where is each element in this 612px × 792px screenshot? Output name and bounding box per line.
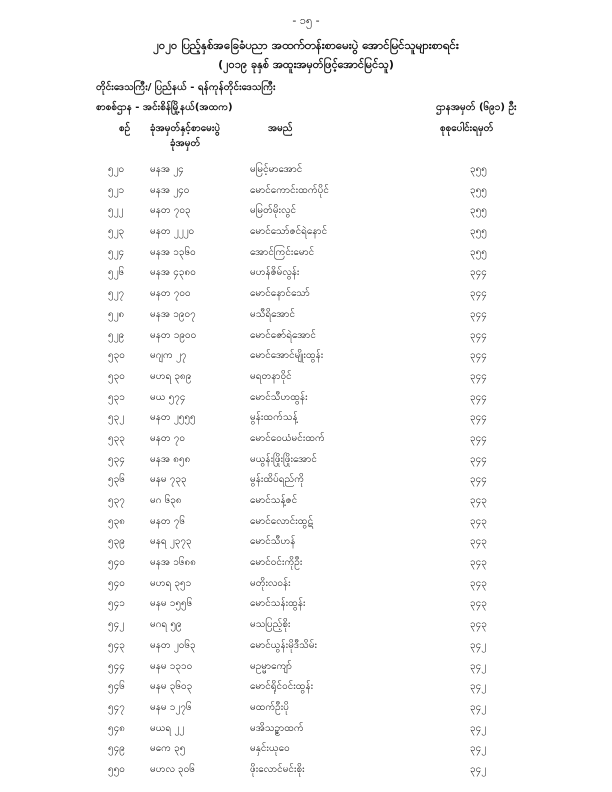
table-row bbox=[0, 284, 612, 305]
row-registration: မနတ ၇၀၃ bbox=[150, 205, 191, 217]
row-number: ၅၃၂ bbox=[108, 412, 125, 424]
row-number: ၅၃၆ bbox=[108, 474, 125, 486]
row-total: ၃၄၃ bbox=[470, 557, 487, 569]
row-name: မောင်သီဟန် bbox=[250, 536, 296, 548]
row-name: မောင်ကောင်းထက်ပိုင် bbox=[250, 184, 329, 196]
row-number: ၅၅၀ bbox=[108, 763, 125, 775]
row-number: ၅၃၄ bbox=[108, 453, 125, 465]
row-number: ၅၄၆ bbox=[108, 681, 125, 693]
row-name: မောင်ဇော်ရဲအောင် bbox=[250, 329, 316, 341]
table-row bbox=[0, 408, 612, 429]
row-total: ၃၄၄ bbox=[470, 432, 487, 444]
row-total: ၃၅၅ bbox=[470, 226, 487, 238]
table-row bbox=[0, 181, 612, 202]
row-total: ၃၄၄ bbox=[470, 412, 487, 424]
row-name: မောင်လောင်းထွဋ် bbox=[250, 515, 314, 527]
row-number: ၅၂၄ bbox=[108, 246, 125, 258]
row-number: ၅၃၁ bbox=[108, 391, 125, 403]
table-row bbox=[0, 760, 612, 781]
row-total: ၃၄၂ bbox=[470, 681, 487, 693]
table-row bbox=[0, 491, 612, 512]
row-total: ၃၄၄ bbox=[470, 308, 487, 320]
row-total: ၃၄၂ bbox=[470, 743, 487, 755]
row-total: ၃၄၄ bbox=[470, 329, 487, 341]
table-row bbox=[0, 160, 612, 181]
page-subtitle: (၂၀၁၉ ခုနှစ် အထူးအမှတ်ဖြင့်အောင်မြင်သူ) bbox=[218, 58, 394, 71]
row-name: မောင်သန့်ဇင် bbox=[250, 495, 298, 506]
table-row bbox=[0, 243, 612, 264]
table-row bbox=[0, 719, 612, 740]
results-table bbox=[0, 160, 612, 781]
table-row bbox=[0, 429, 612, 450]
row-number: ၅၂၆ bbox=[108, 267, 125, 279]
row-total: ၃၄၃ bbox=[470, 577, 487, 589]
row-total: ၃၄၂ bbox=[470, 660, 487, 672]
row-name: မဥမ္မာကျော် bbox=[250, 660, 292, 672]
row-registration: မနတ ၁၉၀၀ bbox=[150, 329, 197, 341]
row-total: ၃၄၃ bbox=[470, 515, 487, 527]
row-number: ၅၃၀ bbox=[108, 350, 125, 362]
row-number: ၅၂၃ bbox=[108, 226, 125, 238]
table-row bbox=[0, 615, 612, 636]
row-number: ၅၄၇ bbox=[108, 701, 125, 713]
row-name: မထက်ဦးပို bbox=[250, 701, 289, 713]
row-number: ၅၄၀ bbox=[108, 577, 125, 589]
page-title: ၂၀၂၀ ပြည့်နှစ်အခြေခံပညာ အထက်တန်းစာမေးပွဲ အောင်မြင်သူများစာရင်း bbox=[153, 38, 459, 52]
row-total: ၃၄၄ bbox=[470, 370, 487, 382]
row-registration: မနအ ၂၄၀ bbox=[150, 184, 190, 196]
row-total: ၃၄၃ bbox=[470, 598, 487, 610]
table-row bbox=[0, 553, 612, 574]
table-row bbox=[0, 470, 612, 491]
table-row bbox=[0, 450, 612, 471]
table-row bbox=[0, 657, 612, 678]
row-registration: မနတ ၇၀၀ bbox=[150, 288, 191, 300]
row-name: မောင်ယွန်းမိုဒီသိမ်း bbox=[250, 639, 318, 651]
row-total: ၃၅၅ bbox=[470, 164, 487, 175]
row-name: မောင်နောင်သော် bbox=[250, 288, 310, 300]
row-number: ၅၂၀ bbox=[108, 164, 125, 175]
row-total: ၃၄၄ bbox=[470, 453, 487, 465]
row-name: အောင်ကြင်းမောင် bbox=[250, 246, 315, 258]
row-total: ၃၄၃ bbox=[470, 495, 487, 506]
row-registration: မနအ ၈၅၈ bbox=[150, 453, 191, 465]
row-name: မရတနာဝိုင် bbox=[250, 370, 292, 382]
table-row bbox=[0, 636, 612, 657]
row-number: ၅၄၂ bbox=[108, 619, 125, 631]
row-name: မွန်းထက်သန့် bbox=[250, 412, 298, 424]
row-total: ၃၄၄ bbox=[470, 288, 487, 300]
row-registration: မနရ ၂၃၇၃ bbox=[150, 536, 192, 548]
row-registration: မနအ ၁၃၆၀ bbox=[150, 246, 196, 258]
table-row bbox=[0, 326, 612, 347]
row-number: ၅၄၁ bbox=[108, 598, 125, 610]
row-total: ၃၄၃ bbox=[470, 536, 487, 548]
table-row bbox=[0, 305, 612, 326]
row-number: ၅၂၉ bbox=[108, 329, 125, 341]
row-name: မောင်ဝင်းကိုဦး bbox=[250, 557, 303, 569]
header-reg-line2: ခုံအမှတ် bbox=[170, 138, 201, 149]
row-total: ၃၅၅ bbox=[470, 184, 487, 196]
header-count: စုစုပေါင်းရမှတ် bbox=[440, 123, 494, 134]
table-row bbox=[0, 388, 612, 409]
row-total: ၃၅၅ bbox=[470, 246, 487, 258]
row-name: မမြင့်မာအောင် bbox=[250, 164, 303, 175]
row-registration: မနအ ၄၃၈၀ bbox=[150, 267, 196, 279]
header-no: စဉ် bbox=[119, 123, 131, 134]
row-number: ၅၃၈ bbox=[108, 515, 125, 527]
header-reg: ခုံအမှတ်နှင့်စာမေးပွဲ bbox=[150, 123, 221, 134]
table-row bbox=[0, 532, 612, 553]
code-line: ဌာနအမှတ် (၆၉၁) ဦး bbox=[436, 102, 517, 113]
row-name: မတိုးလဝန်း bbox=[250, 577, 291, 589]
table-row bbox=[0, 677, 612, 698]
row-name: မောင်သန်းထွန်း bbox=[250, 598, 306, 610]
table-row bbox=[0, 346, 612, 367]
row-total: ၃၄၄ bbox=[470, 267, 487, 279]
row-name: မအိသဥ္စာထက် bbox=[250, 722, 304, 734]
row-registration: မဟလ ၃၀၆ bbox=[150, 763, 195, 775]
row-name: မောင်ဝေယံမင်းထက် bbox=[250, 432, 325, 444]
row-total: ၃၄၄ bbox=[470, 474, 487, 486]
page-number: - ၁၅ - bbox=[292, 14, 320, 27]
row-number: ၅၃၉ bbox=[108, 536, 125, 548]
row-number: ၅၄၉ bbox=[108, 743, 125, 755]
row-name: မောင်သီဟထွန်း bbox=[250, 391, 308, 403]
row-name: မွန်းထိပ်ရည်ကို bbox=[250, 474, 304, 486]
district-line: စာစစ်ဌာန - အင်းစိန်မြို့နယ်(အထက) bbox=[96, 102, 233, 113]
table-row bbox=[0, 594, 612, 615]
table-row bbox=[0, 574, 612, 595]
table-row bbox=[0, 367, 612, 388]
row-name: မောင်ရိုင်ဝင်းထွန်း bbox=[250, 681, 314, 693]
row-total: ၃၄၂ bbox=[470, 701, 487, 713]
row-name: မသီရိအောင် bbox=[250, 308, 295, 320]
row-name: ဖိုးလောင်မင်းစိုး bbox=[250, 763, 305, 775]
table-row bbox=[0, 512, 612, 533]
row-registration: မနတ ၇၀ bbox=[150, 432, 186, 444]
row-name: မဟန်ဇိမ်လွန်း bbox=[250, 267, 300, 279]
row-number: ၅၂၇ bbox=[108, 288, 125, 300]
row-registration: မနအ ၁၉၀၇ bbox=[150, 308, 196, 320]
row-number: ၅၄၄ bbox=[108, 660, 125, 672]
region-line: တိုင်းဒေသကြီး/ ပြည်နယ် - ရန်ကုန်တိုင်းဒေသကြီး bbox=[96, 82, 276, 93]
row-registration: မယရ ၂၂ bbox=[150, 722, 185, 734]
row-name: မသပြည့်စိုး bbox=[250, 619, 291, 631]
row-name: မယွန်းဖြိုးဖြိုးအောင် bbox=[250, 453, 317, 465]
row-number: ၅၃၀ bbox=[108, 370, 125, 382]
row-registration: မဟရ ၃၅၁ bbox=[150, 577, 192, 589]
row-registration: မကေ ၃၅ bbox=[150, 743, 186, 755]
row-number: ၅၄၃ bbox=[108, 639, 125, 651]
row-registration: မနမ ၁၃၁၀ bbox=[150, 660, 193, 672]
row-registration: မနတ ၂၅၅၅ bbox=[150, 412, 196, 424]
table-row bbox=[0, 201, 612, 222]
row-registration: မဂျက ၂၇ bbox=[150, 350, 187, 362]
row-registration: မနမ ၇၃၃ bbox=[150, 474, 187, 486]
table-row bbox=[0, 739, 612, 760]
row-total: ၃၄၂ bbox=[470, 722, 487, 734]
table-row bbox=[0, 698, 612, 719]
row-registration: မနမ ၁၅၅၆ bbox=[150, 598, 193, 610]
row-registration: မနအ ၁၆၈၈ bbox=[150, 557, 196, 569]
row-registration: မဂ ၆၃၈ bbox=[150, 495, 182, 506]
table-row bbox=[0, 222, 612, 243]
row-registration: မယ ၅၇၄ bbox=[150, 391, 186, 403]
row-number: ၅၂၁ bbox=[108, 184, 125, 196]
row-total: ၃၄၃ bbox=[470, 619, 487, 631]
row-number: ၅၄၈ bbox=[108, 722, 125, 734]
row-total: ၃၄၄ bbox=[470, 391, 487, 403]
row-name: မောင်အောင်မျိုးထွန်း bbox=[250, 350, 324, 362]
row-number: ၅၂၈ bbox=[108, 308, 125, 320]
table-row bbox=[0, 263, 612, 284]
row-name: မောင်သော်ဇင်ရဲနောင် bbox=[250, 226, 328, 238]
row-number: ၅၃၃ bbox=[108, 432, 125, 444]
row-name: မမြတ်မိုးလွင် bbox=[250, 205, 297, 217]
row-registration: မနတ ၂၀၆၃ bbox=[150, 639, 196, 651]
row-number: ၅၂၂ bbox=[108, 205, 124, 217]
header-name: အမည် bbox=[268, 123, 293, 134]
row-registration: မနမ ၁၂၇၆ bbox=[150, 701, 192, 713]
row-registration: မနမ ၃၆၀၃ bbox=[150, 681, 193, 693]
row-total: ၃၅၅ bbox=[470, 205, 487, 217]
row-total: ၃၄၂ bbox=[470, 763, 487, 775]
row-registration: မဂရ ၅၉ bbox=[150, 619, 182, 631]
row-total: ၃၄၂ bbox=[470, 639, 487, 651]
row-number: ၅၃၇ bbox=[108, 495, 125, 506]
row-registration: မဟရ ၃၈၉ bbox=[150, 370, 192, 382]
row-registration: မနအ ၂၄ bbox=[150, 164, 184, 175]
row-registration: မနတ ၇၆ bbox=[150, 515, 186, 527]
row-number: ၅၄၀ bbox=[108, 557, 125, 569]
row-name: မနှင်းယုဝေ bbox=[250, 743, 290, 755]
row-registration: မနတ ၂၂၂၀ bbox=[150, 226, 195, 238]
row-total: ၃၄၄ bbox=[470, 350, 487, 362]
